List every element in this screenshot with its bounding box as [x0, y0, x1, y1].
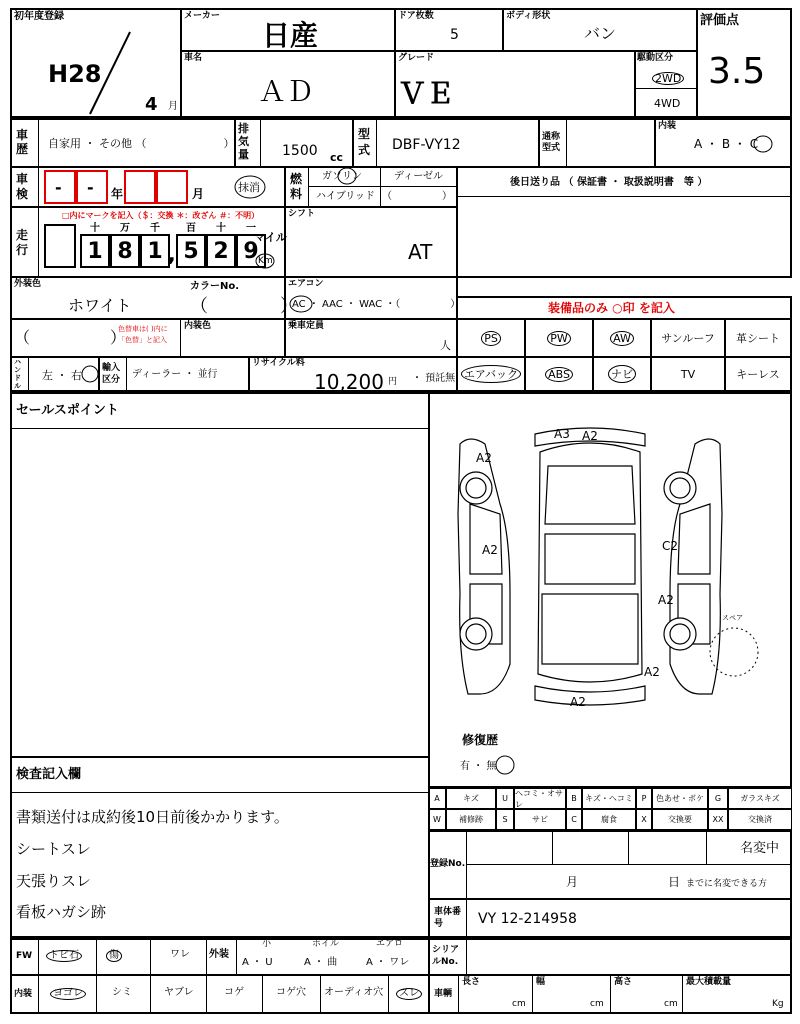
- name-change: 名変中: [740, 841, 780, 856]
- int-item[interactable]: コゲ: [224, 987, 244, 998]
- fuel-label: 燃料: [290, 172, 303, 201]
- capacity-unit: 人: [440, 339, 451, 352]
- check-line: シートスレ: [16, 840, 91, 858]
- import-label: 輸入区分: [102, 363, 121, 385]
- fuel-gasoline: ガソリン: [322, 171, 362, 182]
- equipment-cell[interactable]: [456, 356, 526, 392]
- equipment-label: AW: [610, 331, 634, 346]
- legend-cell: 補修跡: [446, 809, 496, 830]
- equipment-label: キーレス: [736, 368, 780, 381]
- legend-cell: X: [636, 809, 652, 830]
- insp-month-box-1: [124, 170, 156, 204]
- reg-no-label: 登録No.: [430, 859, 466, 869]
- history-value: 自家用 ・ その他 （ ）: [48, 137, 235, 150]
- drive-2wd: 2WD: [652, 72, 684, 85]
- reg-month: 4: [145, 94, 158, 115]
- damage-mark: A2: [582, 429, 598, 443]
- mileage-mile: マイル: [254, 231, 287, 244]
- legend-cell: サビ: [514, 809, 566, 830]
- equipment-cell[interactable]: [592, 318, 652, 358]
- int-item[interactable]: オーディオ穴: [324, 987, 384, 998]
- legend-cell: G: [708, 788, 728, 809]
- damage-mark: A2: [482, 543, 498, 557]
- int-item[interactable]: シミ: [112, 987, 132, 998]
- car-diagram: [430, 394, 790, 786]
- fw-label: FW: [16, 951, 33, 961]
- registration-cell: [428, 830, 792, 900]
- model-label: 型式: [358, 127, 371, 157]
- damage-mark: A2: [570, 695, 586, 709]
- small-label: 小: [262, 939, 272, 949]
- fuel-hybrid: ハイブリッド: [316, 191, 375, 202]
- fw-item[interactable]: トビ石: [46, 950, 82, 962]
- dim-height-label: 高さ: [614, 977, 633, 987]
- int-color-paren: （ ）: [14, 328, 127, 347]
- displacement-value: 1500: [282, 143, 318, 159]
- reg-month-text: 月: [566, 875, 579, 889]
- damage-mark: A2: [476, 451, 492, 465]
- reg-year: H28: [48, 60, 102, 88]
- later-label: 後日送り品 （ 保証書 ・ 取扱説明書 等 ）: [510, 177, 708, 188]
- colorno-paren: （ ）: [190, 296, 298, 317]
- handle-right-circle: [80, 364, 100, 384]
- equipment-label: サンルーフ: [661, 332, 715, 345]
- spare-label: スペア: [722, 614, 743, 622]
- fuel-diesel: ディーゼル: [394, 171, 443, 182]
- damage-mark: A2: [644, 665, 660, 679]
- handle-label: ハンドル: [14, 358, 21, 390]
- check-line: 看板ハガシ跡: [16, 903, 107, 921]
- repair-none-circle: [494, 754, 516, 776]
- recycle-yen: 円: [388, 377, 398, 387]
- legend-cell: 交換済: [728, 809, 792, 830]
- interior-label: 内装: [658, 121, 677, 131]
- wheel-values[interactable]: A ・ 曲: [304, 957, 338, 968]
- recycle-deposit: ・ 預託無: [412, 373, 456, 384]
- common-label: 通称型式: [542, 132, 561, 153]
- equipment-cell[interactable]: [724, 356, 792, 392]
- cc-unit: cc: [330, 151, 344, 164]
- equip-title: 装備品のみ ○印 を記入: [548, 301, 675, 315]
- serial-label: シリアルNo.: [432, 945, 460, 967]
- check-title: 検査記入欄: [16, 767, 82, 782]
- cancelled-label: 抹消: [238, 181, 260, 194]
- cm-unit: cm: [664, 999, 678, 1009]
- odometer-place-mark: 百: [186, 223, 196, 234]
- capacity-label: 乗車定員: [288, 321, 325, 331]
- import-value: ディーラー ・ 並行: [132, 369, 218, 380]
- int-item[interactable]: ヨゴレ: [50, 988, 86, 1000]
- grade-label: グレード: [398, 53, 435, 63]
- legend-cell: キズ・ヘコミ: [582, 788, 636, 809]
- equipment-label: TV: [680, 367, 696, 381]
- damage-mark: C2: [662, 539, 679, 553]
- insp-month-unit: 月: [192, 187, 205, 201]
- equipment-label: PW: [547, 331, 571, 346]
- maker-label: メーカー: [184, 11, 220, 21]
- legend-cell: U: [496, 788, 514, 809]
- vin-label: 車体番号: [434, 907, 462, 929]
- repair-label: 修復歴: [462, 733, 499, 747]
- odometer-digit: 8: [110, 234, 140, 268]
- interior-c-circle: [752, 134, 774, 154]
- legend-cell: C: [566, 809, 582, 830]
- shift-value: AT: [408, 240, 433, 264]
- int-item[interactable]: スレ: [396, 988, 422, 1000]
- drive-label: 駆動区分: [637, 53, 674, 63]
- body-label: ボディ形状: [506, 11, 551, 21]
- odometer-place-mark: 十: [216, 223, 226, 234]
- equipment-cell[interactable]: [650, 356, 726, 392]
- odometer-digit: 9: [236, 234, 266, 268]
- serial-cell: [428, 938, 792, 976]
- maker-value: 日産: [262, 19, 319, 52]
- equipment-cell[interactable]: [650, 318, 726, 358]
- doors-value: 5: [450, 27, 459, 43]
- int-item[interactable]: コゲ穴: [276, 987, 306, 998]
- odometer-place-mark: 十: [90, 223, 100, 234]
- insp-month-box-2: [156, 170, 188, 204]
- damage-mark: A2: [658, 593, 674, 607]
- sales-title: セールスポイント: [16, 403, 119, 418]
- legend-cell: W: [428, 809, 446, 830]
- damage-mark: A3: [554, 427, 570, 441]
- legend-cell: P: [636, 788, 652, 809]
- shift-label: シフト: [288, 209, 316, 219]
- odometer-digit: 5: [176, 234, 206, 268]
- equipment-label: ABS: [545, 367, 573, 382]
- reg-month-unit: 月: [168, 101, 178, 112]
- legend-cell: B: [566, 788, 582, 809]
- model-value: DBF-VY12: [392, 137, 461, 153]
- cm-unit: cm: [512, 999, 526, 1009]
- ac-value: AC ・ AAC ・ WAC ・（ ）: [292, 299, 461, 310]
- name-label: 車名: [184, 53, 203, 63]
- wheel-label: ホイル: [312, 939, 340, 949]
- fw-item[interactable]: 傷: [106, 950, 122, 962]
- interior-value: A ・ B ・ C: [694, 137, 759, 151]
- odometer-digit: 1: [80, 234, 110, 268]
- odometer-place-mark: 千: [150, 223, 160, 234]
- reg-slash: [80, 30, 140, 120]
- check-line: 天張りスレ: [16, 872, 92, 890]
- mileage-label: 走行: [16, 228, 29, 257]
- dim-width-label: 幅: [536, 977, 546, 987]
- drive-4wd: 4WD: [654, 97, 681, 110]
- odometer-place-mark: 一: [246, 223, 256, 234]
- mileage-mark-box[interactable]: [44, 224, 76, 268]
- int-color-label: 内装色: [184, 321, 212, 331]
- score-value: 3.5: [708, 51, 766, 92]
- equipment-label: PS: [481, 331, 501, 346]
- grade-value: ＶＥ: [398, 77, 455, 110]
- handle-value: 左 ・ 右: [42, 369, 82, 382]
- ext-color-label: 外装色: [14, 279, 42, 289]
- legend-cell: 交換要: [652, 809, 708, 830]
- reg-day-text: 日: [668, 875, 681, 889]
- ac-label: エアコン: [288, 279, 324, 289]
- displacement-label: 排気量: [238, 122, 249, 161]
- sales-point-area: [10, 392, 430, 758]
- kg-unit: Kg: [772, 999, 784, 1009]
- legend-cell: ヘコミ・オサレ: [514, 788, 566, 809]
- legend-cell: S: [496, 809, 514, 830]
- fuel-other: （ ）: [382, 191, 452, 202]
- odometer-comma: ,: [168, 242, 176, 266]
- exterior-label: 外装: [209, 949, 229, 960]
- equipment-cell[interactable]: [456, 318, 526, 358]
- vin-value: VY 12-214958: [478, 911, 577, 927]
- legend-cell: 腐食: [582, 809, 636, 830]
- dim-label: 車輌: [434, 989, 453, 999]
- int-label: 内装: [14, 989, 33, 999]
- aero-label: エアロ: [376, 939, 404, 949]
- legend-cell: キズ: [446, 788, 496, 809]
- recycle-label: リサイクル料: [252, 358, 305, 368]
- ext-values[interactable]: A ・ U: [242, 957, 273, 968]
- repair-value: 有 ・ 無: [460, 761, 497, 772]
- fw-item[interactable]: ワレ: [170, 949, 190, 960]
- odometer-digit: 2: [206, 234, 236, 268]
- mileage-km: Km: [258, 256, 273, 266]
- odometer-digit: 1: [140, 234, 170, 268]
- ext-color-value: ホワイト: [68, 296, 132, 315]
- legend-cell: 色あせ・ボケ: [652, 788, 708, 809]
- dim-length-label: 長さ: [462, 977, 481, 987]
- legend-cell: ガラスキズ: [728, 788, 792, 809]
- doors-label: ドア枚数: [398, 11, 434, 21]
- gasoline-circle: [336, 166, 358, 186]
- recycle-value: 10,200: [314, 370, 384, 394]
- score-label: 評価点: [700, 13, 740, 28]
- name-value: ＡＤ: [258, 75, 315, 108]
- odometer-place-mark: 万: [120, 223, 130, 234]
- equipment-cell[interactable]: [524, 318, 594, 358]
- legend-cell: XX: [708, 809, 728, 830]
- equipment-cell[interactable]: [524, 356, 594, 392]
- ac-circle: [288, 294, 314, 314]
- equipment-label: 革シート: [736, 332, 780, 345]
- legend-cell: A: [428, 788, 446, 809]
- aero-values[interactable]: A ・ ワレ: [366, 957, 410, 968]
- check-line: 書類送付は成約後10日前後かかります。: [16, 808, 289, 826]
- equipment-cell[interactable]: [724, 318, 792, 358]
- body-value: バン: [584, 24, 617, 43]
- equipment-label: エアバック: [461, 365, 521, 383]
- color-change-note: 色替車は( )内に「色替」と記入: [118, 325, 168, 344]
- cm-unit: cm: [590, 999, 604, 1009]
- colorno-label: カラーNo.: [190, 281, 240, 292]
- equipment-label: ナビ: [608, 365, 636, 383]
- history-label: 車歴: [16, 128, 29, 156]
- reg-by-label: までに名変できる方: [686, 879, 768, 889]
- inspection-label: 車検: [16, 172, 29, 201]
- insp-year-unit: 年: [111, 187, 124, 201]
- mileage-note: □内にマークを記入（＄：交換 ＊：改ざん ＃：不明）: [62, 211, 260, 220]
- equipment-cell[interactable]: [592, 356, 652, 392]
- reg-label: 初年度登録: [14, 11, 64, 22]
- int-item[interactable]: ヤブレ: [164, 987, 194, 998]
- dim-payload-label: 最大積載量: [686, 977, 732, 987]
